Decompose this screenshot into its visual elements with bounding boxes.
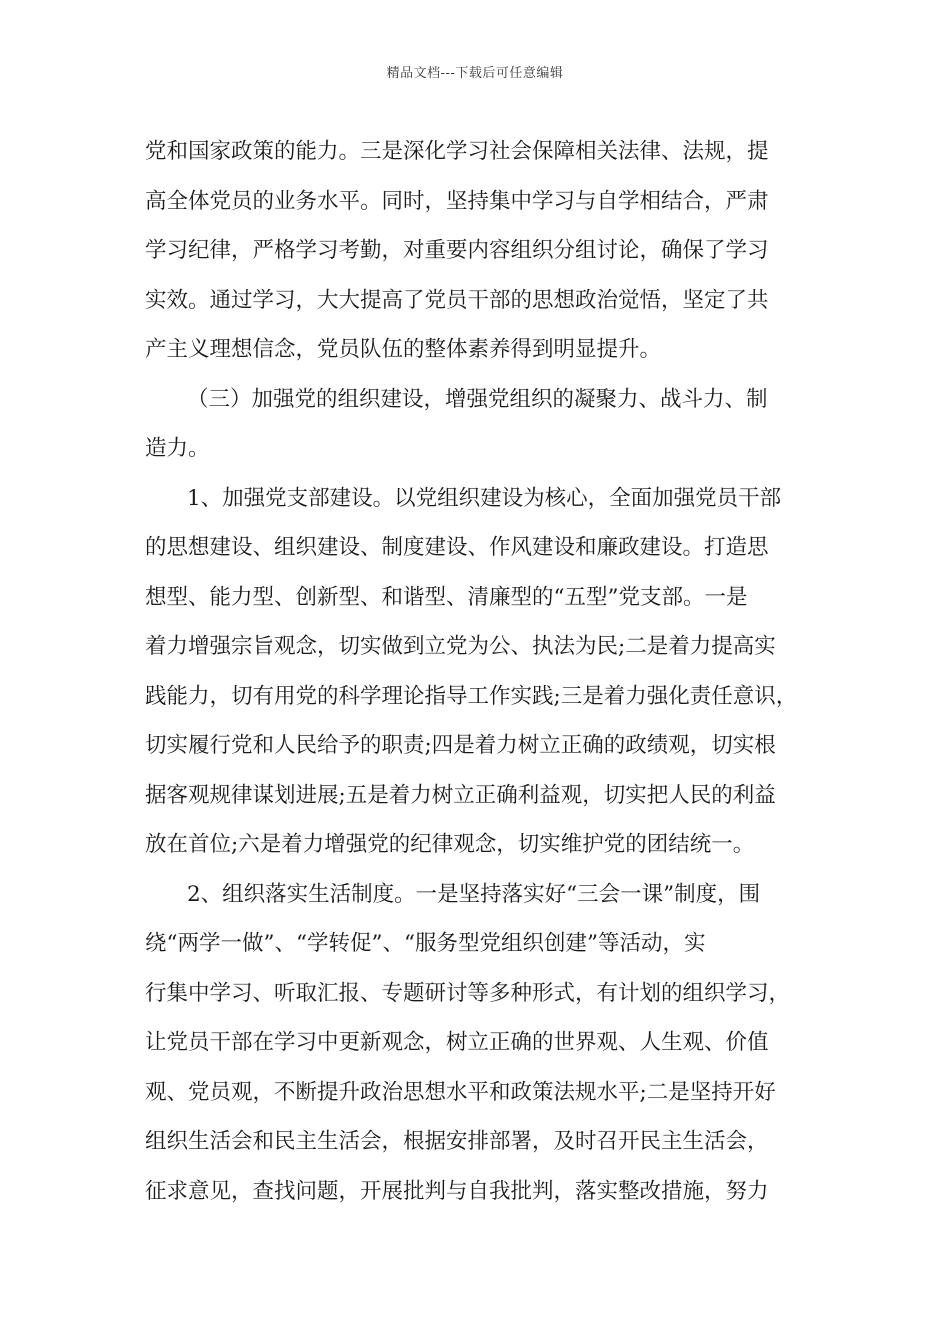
text-line: 让党员干部在学习中更新观念，树立正确的世界观、人生观、价值: [145, 1030, 769, 1055]
text-line: 的思想建设、组织建设、制度建设、作风建设和廉政建设。打造思: [145, 535, 769, 560]
text-line: 想型、能力型、创新型、和谐型、清廉型的“五型”党支部。一是: [145, 584, 748, 610]
text-line: 着力增强宗旨观念，切实做到立党为公、执法为民;二是着力提高实: [145, 634, 776, 659]
text-line: 实效。通过学习，大大提高了党员干部的思想政治觉悟，坚定了共: [145, 287, 769, 313]
text-line: 行集中学习、听取汇报、专题研讨等多种形式，有计划的组织学习，: [145, 980, 791, 1006]
text-line: 观、党员观，不断提升政治思想水平和政策法规水平;二是坚持开好: [145, 1079, 776, 1105]
text-line: 据客观规律谋划进展;五是着力树立正确利益观，切实把人民的利益: [145, 782, 776, 808]
text-line: 征求意见，查找问题，开展批判与自我批判，落实整改措施，努力: [145, 1178, 769, 1204]
page-header: 精品文档---下载后可任意编辑: [386, 66, 564, 81]
section-heading: （三）加强党的组织建设，增强党组织的凝聚力、战斗力、制: [187, 386, 768, 412]
text-line: 产主义理想信念，党员队伍的整体素养得到明显提升。: [145, 337, 662, 362]
document-body: [145, 127, 825, 1216]
text-line: 践能力，切有用党的科学理论指导工作实践;三是着力强化责任意识，: [145, 683, 798, 709]
paragraph-start: 1、加强党支部建设。以党组织建设为核心，全面加强党员干部: [187, 485, 782, 511]
text-line: 造力。: [145, 436, 210, 461]
text-line: 切实履行党和人民给予的职责;四是着力树立正确的政绩观，切实根: [145, 733, 776, 758]
text-line: 党和国家政策的能力。三是深化学习社会保障相关法律、法规，提: [145, 139, 769, 164]
text-line: 绕“两学一做”、“学转促”、“服务型党组织创建”等活动，实: [145, 931, 706, 956]
text-line: 组织生活会和民主生活会，根据安排部署，及时召开民主生活会，: [145, 1129, 769, 1154]
text-line: 放在首位;六是着力增强党的纪律观念，切实维护党的团结统一。: [145, 832, 755, 857]
text-line: 学习纪律，严格学习考勤，对重要内容组织分组讨论，确保了学习: [145, 238, 769, 263]
paragraph-start: 2、组织落实生活制度。一是坚持落实好“三会一课”制度，围: [187, 881, 761, 907]
text-line: 高全体党员的业务水平。同时，坚持集中学习与自学相结合，严肃: [145, 188, 769, 214]
